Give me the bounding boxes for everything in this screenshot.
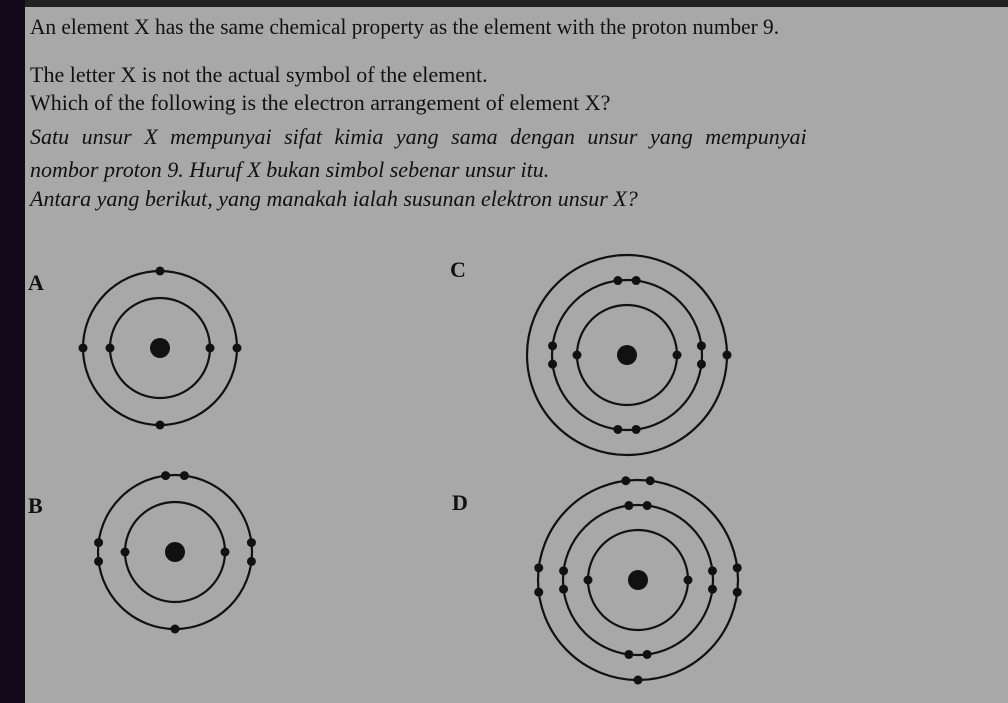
electron (708, 566, 717, 575)
electron (697, 341, 706, 350)
electron (613, 276, 622, 285)
electron (643, 650, 652, 659)
question-line-ms-3: Antara yang berikut, yang manakah ialah susunan elektron unsur X? (30, 186, 638, 211)
electron (161, 471, 170, 480)
electron (79, 344, 88, 353)
question-line-en-2: The letter X is not the actual symbol of the element. (30, 62, 488, 87)
electron (621, 476, 630, 485)
electron (548, 360, 557, 369)
electron (206, 344, 215, 353)
electron (624, 650, 633, 659)
electron (723, 351, 732, 360)
electron (94, 538, 103, 547)
option-b-label: B (28, 493, 43, 518)
electron (156, 421, 165, 430)
nucleus (617, 345, 637, 365)
electron (684, 576, 693, 585)
electron (646, 476, 655, 485)
question-line-en-1: An element X has the same chemical property as the element with the proton number 9. (30, 14, 780, 39)
option-a-label: A (28, 270, 44, 295)
electron (94, 557, 103, 566)
electron (624, 501, 633, 510)
electron (156, 267, 165, 276)
electron (247, 557, 256, 566)
electron (634, 676, 643, 685)
question-line-en-3: Which of the following is the electron arrangement of element X? (30, 90, 611, 115)
option-c-label: C (450, 257, 466, 282)
electron (573, 351, 582, 360)
electron (559, 585, 568, 594)
question-line-ms-1: Satu unsur X mempunyai sifat kimia yang sama dengan unsur yang mempunyai (30, 124, 807, 149)
electron (534, 588, 543, 597)
electron (106, 344, 115, 353)
electron (534, 563, 543, 572)
electron (632, 276, 641, 285)
electron (233, 344, 242, 353)
electron (548, 341, 557, 350)
electron (584, 576, 593, 585)
option-d-label: D (452, 490, 468, 515)
electron (221, 548, 230, 557)
electron (613, 425, 622, 434)
electron (673, 351, 682, 360)
electron (697, 360, 706, 369)
electron (180, 471, 189, 480)
electron (121, 548, 130, 557)
question-line-ms-2: nombor proton 9. Huruf X bukan simbol sebenar unsur itu. (30, 157, 550, 182)
electron (643, 501, 652, 510)
electron (708, 585, 717, 594)
electron (171, 625, 180, 634)
nucleus (628, 570, 648, 590)
electron (733, 588, 742, 597)
electron (247, 538, 256, 547)
nucleus (165, 542, 185, 562)
electron (559, 566, 568, 575)
nucleus (150, 338, 170, 358)
electron (733, 563, 742, 572)
electron (632, 425, 641, 434)
